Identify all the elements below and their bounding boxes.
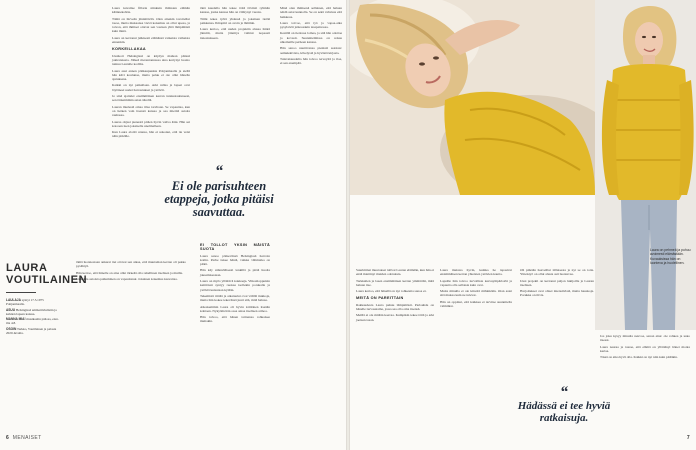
fact-text: musikaalin pääosa, ensi-ilta 4.8. [6, 317, 59, 326]
photo-illustration [595, 0, 696, 330]
paragraph: Tässä on aika hyvä olla. Kaikki on nyt niin kuin pitääkin. [600, 355, 678, 360]
paragraph: Minä olen ihmisenä sellainen, että haluan tehdä asiat kunnolla. Se on sekä vahvuus että heikkous. [280, 6, 342, 19]
left-page [0, 0, 346, 450]
article-column-6 [520, 268, 594, 300]
pull-quote-text: Ei ole parisuhteen etappeja, jotka pitäisi saavuttaa. [164, 179, 274, 219]
pull-quote-text: Hädässä ei tee hyviä ratkaisuja. [517, 400, 611, 424]
quote-mark-icon: “ [215, 163, 223, 180]
photo-caption: Laura on pehmeä ja puhuu avoimesti elämästään. Kuvauksissa hän on luonteva ja huolellinen. [650, 248, 691, 265]
fact-label: OSOIN [6, 326, 17, 331]
paragraph: tänä kaudella hän tekee töitä tiiviisti ryhmän kanssa, jonka kanssa hän on viihtynyt vuosia. [200, 6, 270, 15]
page-number: 6 [6, 435, 10, 441]
paragraph: Tiimi tekee työtä yhdessä ja jokainen tietää paikkansa. Ilmapiiri on avoin ja lämmin. [200, 16, 270, 25]
paragraph: Tämä on hirveän jännittävää. Olen ainakin tavoitellut tasoa, mutta mukaansa vievä kokemus on ollut upeaa, ja toivon, että ihmiset ottavat sen vastaan yhtä lämpimästi kuin minä. [112, 16, 190, 34]
paragraph: Laura on myös yllättävä kokkaaja. Viikonloppuisin keittiössä syntyy ruokaa isollekin porukalle ja ystäviä kutsutaan kylään. [200, 279, 270, 292]
paragraph: Uusi projekti on kertonut paljon lukijoille ja Lauran itselleen. [520, 278, 594, 287]
article-column-3 [280, 6, 342, 68]
paragraph: Laura nauraa ja toteaa, että elämä on yllättänyt hänet monta kertaa. [600, 344, 690, 353]
paragraph: Lauraa ohjasi pienestä pitäen hyvin vahva ääni. Hän sai kotoaan tuen jokaiselle unelmalleen. [112, 119, 190, 128]
profile-fact [6, 298, 62, 307]
paragraph: Harjoitukset ovat olleet intensiivisiä, mutta hauskoja. Porukka on tiivis. [520, 289, 594, 298]
paragraph: Kaikki on nyt paikallaan. Arki rullaa ja lapset ovat löytäneet uudet harrastukset ja ystävät. [112, 83, 190, 92]
paragraph: Laura sanoo pääsevänsä Helsingissä harvoin kotiin. Perhe tukee häntä, vaikka välimatka on pitkä. [200, 253, 270, 267]
paragraph: Hän toivoo, että hänen tarinansa rohkaisee muitakin. [200, 315, 270, 324]
subheading: EI TOLLOT YKSIN MÄISTÄ SUOTA [200, 243, 270, 252]
paragraph: Laura kertoo, että hänellä on nyt rohkeutta sanoa ei. [356, 289, 427, 294]
article-column-2-top [200, 6, 270, 42]
profile-name-first: LAURA [6, 262, 48, 274]
paragraph: Oli pitkään haaveillut tällaisesta ja nyt se on totta. Yhteistyö on ollut alusta asti luontevaa. [520, 268, 594, 277]
profile-fact [6, 327, 62, 336]
fact-text: syntyi 17.5.1975 Pohjanmaalla. [6, 298, 44, 307]
paragraph: Laura toivoo, että työ ja vapaa-aika pysyisivät jatkossakin tasapainossa. [280, 20, 342, 30]
paragraph: Lapsille hän toivoo turvallista kasvuympäristöä ja vapautta olla sellaisia kuin ovat. [440, 278, 512, 287]
paragraph: Suurimmat muutokset tulivat Lauran elämään, kun hän ei enää miettinyt muiden odotuksia. [356, 268, 434, 277]
magazine-name: MENAISET [12, 435, 42, 441]
paragraph: Laura kertoo, että uuden projektin alussa häntä jännitti, mutta jännitys vaihtui nopeasti innostukseen. [200, 27, 270, 40]
paragraph: Aikaisemmin Laura oli hyvin kriittinen itseään kohtaan. Nykyään hän osaa antaa itselleen armoa. [200, 304, 270, 313]
paragraph: Tarkkailen ja lasen ensimmäisen kerran ymmärtää, mitä haluan itse. [356, 278, 434, 287]
paragraph: Laura on kertonut julkisesti elämänsä vaikeista vaiheista ennenkin. [112, 35, 190, 45]
paragraph: Hän sanoo nauttivansa pienistä asioista: aamukahvista, kävelystä ja hyvästä kirjasta. [280, 46, 342, 55]
paragraph: Laura kuvailee fillaria niinkuin ihmisten elämän käännekohtia. [112, 6, 190, 15]
photo-woman-lying [350, 0, 595, 195]
divider [6, 292, 36, 293]
paragraph: Hän käy säännöllisesti lenkillä ja pitää huolta jaksamisestaan. [200, 268, 270, 277]
article-column-1-lower [76, 260, 186, 283]
paragraph: Laura asui ennen pääkaupunkia Pohjanmaalla ja siellä hän kävi koulunsa, mutta paluu ei ole ollut hänelle ajatuksena. [112, 68, 190, 82]
article-column-1 [112, 6, 190, 141]
profile-box [6, 262, 88, 336]
quote-mark-icon: “ [560, 384, 568, 401]
fact-label: MANNA MIA! [6, 317, 26, 322]
article-column-5 [440, 268, 512, 310]
article-column-4 [356, 268, 434, 324]
paragraph: Vaikeista asioista puhuminen on vapauttanut. Jokainen kokemus kasvattaa. [76, 276, 178, 281]
photo-woman-standing [595, 0, 696, 330]
paragraph: Lauran mielestä omaa tilaa tarvitaan. Se vapauttaa, kun on hetken vain itsensä kanssa ja saa miettiä asioita rauhassa. [112, 104, 190, 118]
page-folio-right [687, 435, 690, 441]
paragraph: Kesällä on tiedossa lomaa, ja sitä hän odottaa jo kovasti. Suunnitelmissa on reissu ulkomaille perheen kanssa. [280, 31, 342, 45]
paragraph: Tekemistä riittää ja aikataulut ovat välillä tiukkoja, mutta hän kokee tekevänsä juuri sitä, mitä haluaa. [200, 293, 270, 303]
paragraph: Uusikoti Helsingissä on käydyn matkan päässä jokirannasta. Jälkeä merenrannassa aina kertynyt luonto tuntuu Lauralle kodilta. [112, 53, 190, 67]
paragraph: Jos joku kysyy minulta neuvoa, sanon aina: ole rohkea ja usko itseesi. [600, 334, 690, 343]
paragraph: Hän on oppinut, että kaikkea ei tarvitse suunnitella valmiiksi. [440, 299, 512, 309]
paragraph: Hän kertoo, että hänelle on aina ollut tärkeää olla rehellinen itselleen ja muille. [76, 270, 183, 275]
page-folio-left [6, 435, 42, 441]
paragraph: tämä luonnostaan ankarat tiet ottavat sen aikaa, että muutaman kerran oli pakko pysähtyä. [76, 260, 186, 269]
profile-name-last: VOUTILAINEN [6, 274, 88, 286]
subheading: MEITÄ ON PAREITTAIN [356, 296, 404, 301]
fact-label: LAULAJA [6, 298, 21, 302]
fact-text: Tarkko, Voutilainen ja palasia 2020-luvulta. [6, 326, 57, 336]
profile-fact [6, 317, 62, 326]
page-number: 7 [686, 435, 690, 441]
paragraph: Mutta minulla ei ole kiirettä mihinkään. Otan asiat sitä mukaa kuin ne tulevat. [440, 289, 512, 298]
paragraph: Rakkaudesta Laura puhuu lämpimästi. Parisuhde on hänelle turvasatama, jossa saa olla oma itsensä. [356, 302, 434, 312]
article-column-2-bottom [200, 240, 270, 326]
paragraph: Laura muistaa hyvin, kuinka he tapasivat ensimmäisen kerran yhteisten ystävien kautta. [440, 268, 512, 277]
paragraph: Kun Laura aloitti uransa, hän ei uskonut, että tie veisi näin pitkälle. [112, 130, 190, 139]
paragraph: Meillä ei ole mitään kaavaa. Kumpikin tekee töitä ja arki jaetaan tasan. [356, 313, 434, 322]
photo-illustration [350, 0, 595, 195]
paragraph: Je sinä ajattelet ensimmäisen kerran tunnustautuneesi, sen tärkeimmän asian äärellä. [112, 94, 190, 103]
article-column-7 [600, 334, 690, 361]
pull-quote-right [514, 385, 614, 424]
profile-fact [6, 308, 62, 317]
paragraph: Tulevaisuudelta hän toivoo terveyttä ja iloa, ei sen enempää. [280, 56, 342, 66]
subheading: KORKEILLAKAA [112, 47, 146, 52]
fact-label: ASUU [6, 307, 16, 312]
fact-text: Helsingissä ammattiviulistin ja kahden lapsen kanssa. [6, 307, 57, 316]
pull-quote [164, 164, 274, 219]
